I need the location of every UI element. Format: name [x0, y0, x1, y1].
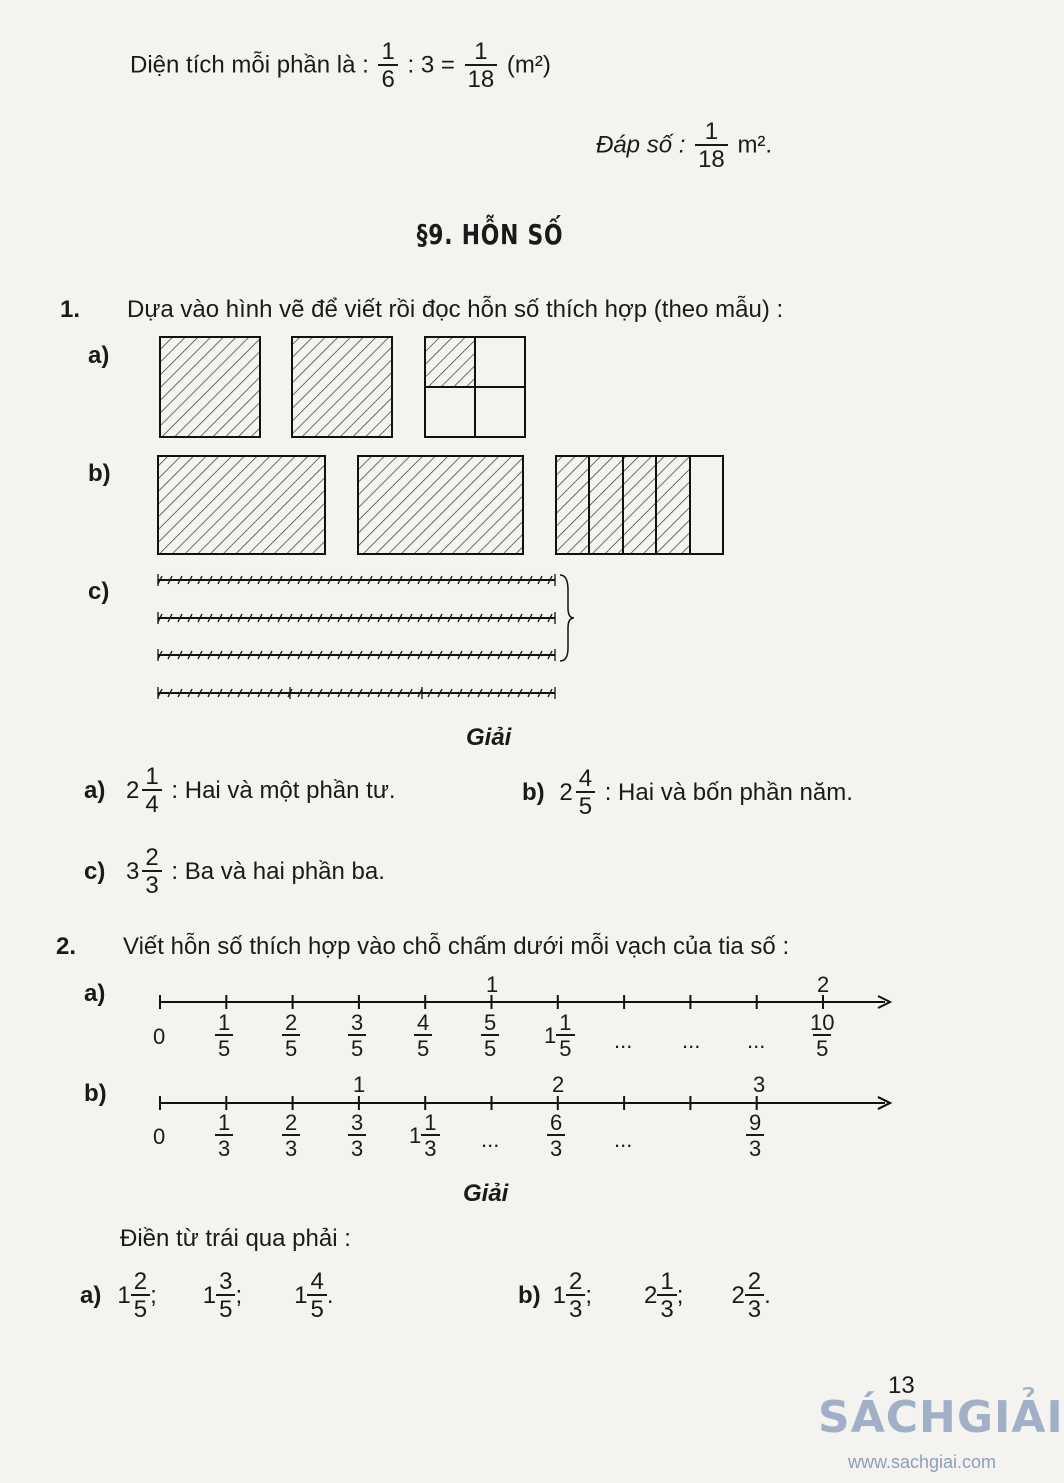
- answer-label: b): [518, 1282, 541, 1309]
- answer-label: a): [80, 1282, 102, 1309]
- tick-label-2: 2: [817, 972, 830, 997]
- figure-b: [158, 456, 723, 554]
- fraction: $\frac{1}{3}$: [215, 1112, 233, 1160]
- answer-c: [84, 846, 385, 898]
- mixed-number: 1 $\frac{4}{5}$ .: [294, 1268, 334, 1323]
- placeholder-dots: ...: [682, 1028, 701, 1053]
- exercise-prompt: Dựa vào hình vẽ để viết rồi đọc hỗn số thích hợp (theo mẫu) :: [127, 296, 784, 323]
- quarter-shaded: [425, 337, 475, 387]
- fraction: $\frac{3}{5}$: [348, 1012, 366, 1060]
- fraction: $\frac{9}{3}$: [746, 1112, 764, 1160]
- unit: (m²): [506, 51, 551, 79]
- full-rectangle: [358, 456, 523, 554]
- answer-b: [522, 767, 853, 819]
- solution-title: Giải: [466, 724, 512, 751]
- answer-a: [80, 1270, 334, 1322]
- zero-label: 0: [153, 1124, 166, 1149]
- placeholder-dots: ...: [614, 1127, 633, 1152]
- fraction: $\frac{1}{5}$: [215, 1012, 233, 1060]
- mixed-number: 2 $\frac{1}{4}$: [126, 765, 165, 817]
- answer-text: : Hai và bốn phần năm.: [604, 779, 853, 806]
- number-line-b-svg: [0, 1060, 1024, 1120]
- placeholder-dots: ...: [614, 1028, 633, 1053]
- watermark-logo: SÁCHGIẢI: [818, 1392, 1064, 1443]
- fraction: $\frac{4}{5}$: [414, 1012, 432, 1060]
- mixed-number: 1 $\frac{2}{5}$ ;: [117, 1268, 157, 1323]
- fill-instruction: Điền từ trái qua phải :: [120, 1225, 351, 1252]
- mixed-number: 3 $\frac{2}{3}$: [126, 846, 165, 898]
- part-label: c): [88, 578, 110, 605]
- exercise-prompt: Viết hỗn số thích hợp vào chỗ chấm dưới mỗi vạch của tia số :: [123, 933, 790, 960]
- solution-title: Giải: [463, 1180, 509, 1207]
- figure-c: [158, 574, 574, 699]
- page-number: 13: [888, 1372, 915, 1399]
- mixed-number: 1 $\frac{1}{3}$: [409, 1112, 440, 1160]
- answer-text: : Hai và một phần tư.: [171, 777, 396, 804]
- fraction: $\frac{6}{3}$: [547, 1112, 565, 1160]
- answer-label: b): [522, 779, 545, 806]
- fraction: $\frac{3}{3}$: [348, 1112, 366, 1160]
- mixed-number: 1 $\frac{2}{3}$ ;: [552, 1268, 593, 1323]
- zero-label: 0: [153, 1024, 166, 1049]
- mixed-number: 1 $\frac{1}{5}$: [544, 1012, 575, 1060]
- placeholder-dots: ...: [481, 1127, 500, 1152]
- ex1-figures: [0, 0, 1024, 720]
- fraction: $\frac{5}{5}$: [481, 1012, 499, 1060]
- tick-label-1: 1: [486, 972, 499, 997]
- answer-b: [518, 1270, 771, 1322]
- unit: m².: [737, 131, 773, 159]
- fraction: $\frac{1}{6}$: [378, 40, 397, 92]
- full-square: [160, 337, 260, 437]
- part-label: b): [84, 1080, 107, 1107]
- operator: : 3 =: [407, 51, 455, 79]
- fraction: $\frac{1}{18}$: [695, 120, 728, 172]
- tick-label-3: 3: [753, 1072, 766, 1097]
- full-square: [292, 337, 392, 437]
- fraction: $\frac{10}{5}$: [810, 1010, 835, 1061]
- mixed-number: 2 $\frac{4}{5}$: [559, 767, 598, 819]
- watermark-url: www.sachgiai.com: [848, 1452, 997, 1472]
- mixed-number: 2 $\frac{1}{3}$ ;: [644, 1268, 684, 1323]
- placeholder-dots: ...: [747, 1028, 766, 1053]
- answer-a: [84, 765, 396, 817]
- full-rectangle: [158, 456, 325, 554]
- answer-label: c): [84, 858, 106, 885]
- part-label: b): [88, 460, 111, 487]
- figure-a: [160, 337, 525, 437]
- tick-label-1: 1: [353, 1072, 366, 1097]
- mixed-number: 1 $\frac{3}{5}$ ;: [202, 1268, 243, 1323]
- section-title: §9. HỖN SỐ: [416, 218, 564, 251]
- mixed-number: 2 $\frac{2}{3}$ .: [731, 1268, 771, 1323]
- tick-label-2: 2: [552, 1072, 565, 1097]
- fraction: $\frac{2}{3}$: [282, 1112, 300, 1160]
- answer-label: a): [84, 777, 106, 804]
- fraction: $\frac{1}{18}$: [465, 40, 498, 92]
- answer-text: : Ba và hai phần ba.: [171, 858, 385, 885]
- exercise-number: 2.: [56, 933, 77, 960]
- part-label: a): [84, 980, 106, 1007]
- area-text: Diện tích mỗi phần là :: [130, 51, 369, 79]
- part-label: a): [88, 342, 110, 369]
- answer-label: Đáp số :: [596, 131, 686, 159]
- fraction: $\frac{2}{5}$: [282, 1012, 300, 1060]
- exercise-number: 1.: [60, 296, 81, 323]
